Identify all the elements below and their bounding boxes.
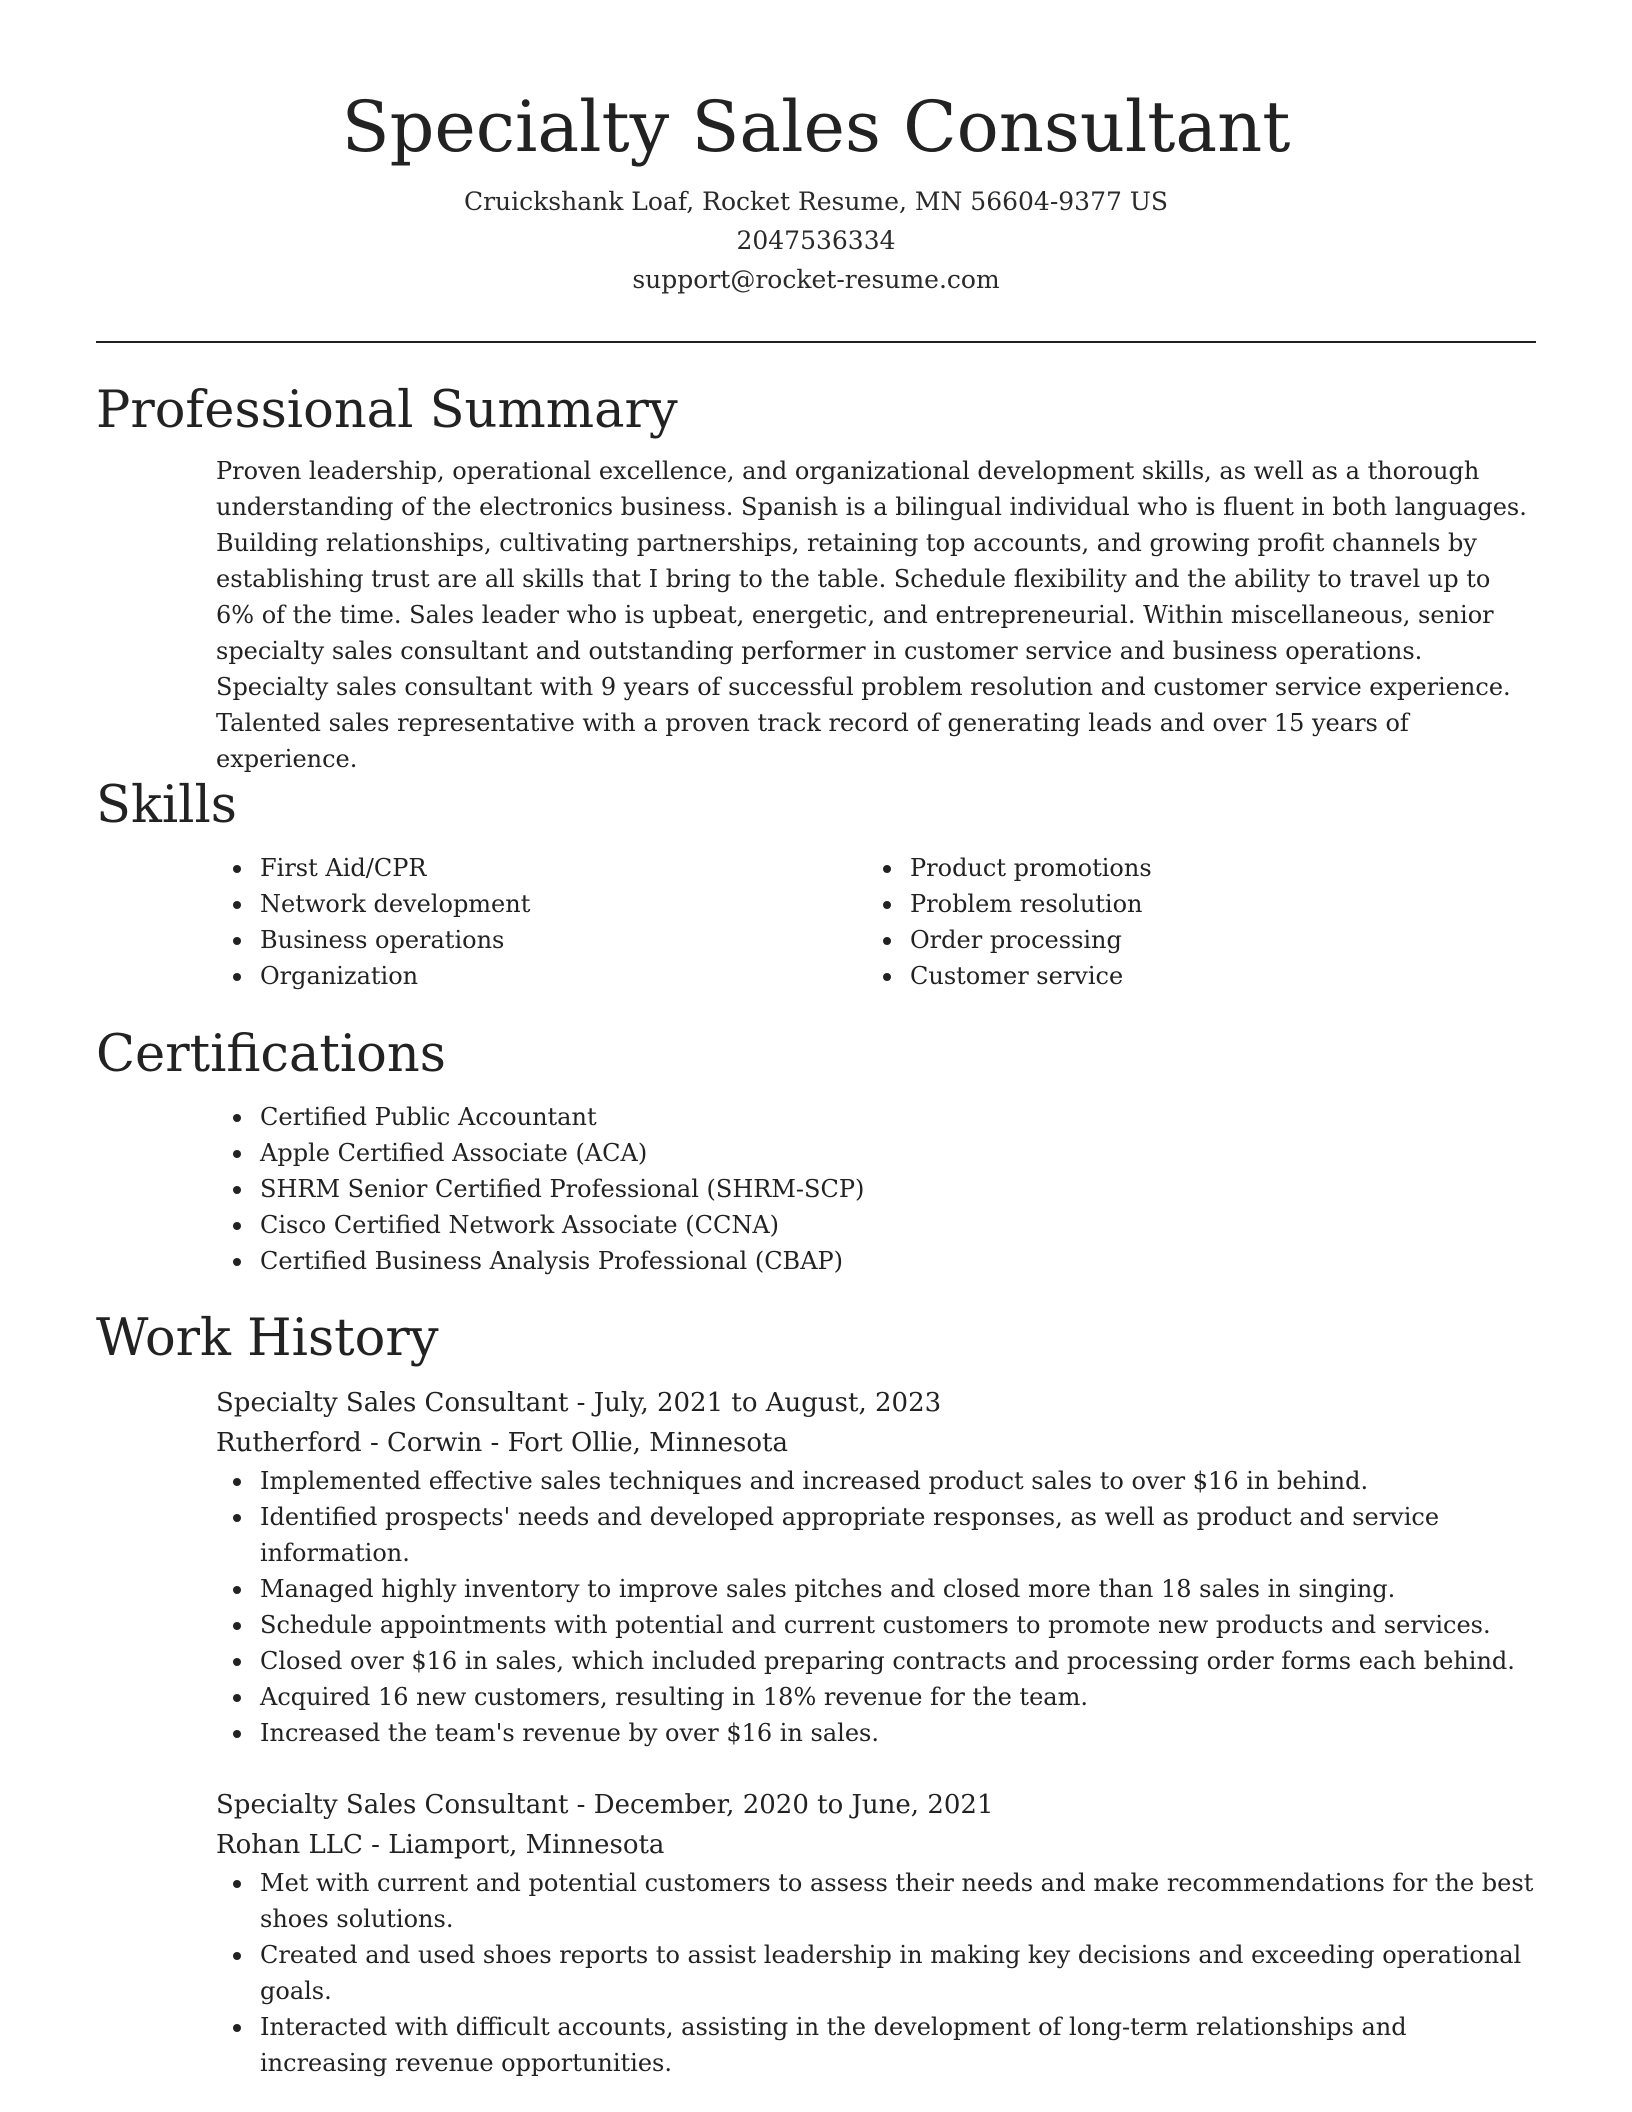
list-item: Certified Business Analysis Professional (CBAP) xyxy=(260,1243,1536,1279)
job-location: - Fort Ollie, Minnesota xyxy=(482,1428,788,1458)
list-item: Certified Public Accountant xyxy=(260,1099,1536,1135)
certifications-heading: Certifications xyxy=(96,1025,446,1084)
list-item: Product promotions xyxy=(910,850,1516,886)
job-entry xyxy=(216,1785,1536,2081)
list-item: Interacted with difficult accounts, assisting in the development of long-term relationships and increasing revenue opportunities. xyxy=(260,2009,1536,2081)
work-history-section xyxy=(96,1309,1536,2081)
skills-list-left xyxy=(216,850,866,994)
job-dates: - July, 2021 to August, 2023 xyxy=(568,1388,942,1418)
summary-text: Proven leadership, operational excellence, and organizational development skills, as well as a thorough understanding of the electronics business. Spanish is a bilingual individual who is fluent in both languages. Building relationships, cultivating partnerships, retaining top accounts, and growing profit channels by establishing trust are all skills that I bring to the table. Schedule flexibility and the ability to travel up to 6% of the time. Sales leader who is upbeat, energetic, and entrepreneurial. Within miscellaneous, senior specialty sales consultant and outstanding performer in customer service and business operations. Specialty sales consultant with 9 years of successful problem resolution and customer service experience. Talented sales representative with a proven track record of generating leads and over 15 years of experience. xyxy=(216,457,1527,773)
contact-phone: 2047536334 xyxy=(736,226,896,255)
summary-section xyxy=(96,381,1536,777)
skills-heading: Skills xyxy=(96,776,237,835)
skills-column-left xyxy=(216,850,866,994)
job-company: Rohan LLC xyxy=(216,1830,363,1860)
list-item: Apple Certified Associate (ACA) xyxy=(260,1135,1536,1171)
skills-columns xyxy=(216,850,1536,994)
candidate-name: Specialty Sales Consultant xyxy=(341,86,1291,168)
list-item: Customer service xyxy=(910,958,1516,994)
summary-heading: Professional Summary xyxy=(96,381,678,440)
skills-section xyxy=(96,776,1536,994)
list-item: SHRM Senior Certified Professional (SHRM-SCP) xyxy=(260,1171,1536,1207)
job-bullet-list xyxy=(216,1463,1536,1751)
list-item: Acquired 16 new customers, resulting in 18% revenue for the team. xyxy=(260,1679,1536,1715)
list-item: Implemented effective sales techniques and increased product sales to over $16 in behind. xyxy=(260,1463,1536,1499)
job-bullet-list xyxy=(216,1865,1536,2081)
list-item: Cisco Certified Network Associate (CCNA) xyxy=(260,1207,1536,1243)
job-location: - Liamport, Minnesota xyxy=(362,1830,665,1860)
list-item: Increased the team's revenue by over $16 in sales. xyxy=(260,1715,1536,1751)
job-company: Rutherford - Corwin xyxy=(216,1428,483,1458)
contact-address: Cruickshank Loaf, Rocket Resume, MN 56604-9377 US xyxy=(463,187,1169,216)
list-item: Closed over $16 in sales, which included preparing contracts and processing order forms each behind. xyxy=(260,1643,1536,1679)
job-title-line xyxy=(216,1785,1536,1825)
job-entry xyxy=(216,1383,1536,1751)
list-item: Order processing xyxy=(910,922,1516,958)
list-item: Network development xyxy=(260,886,866,922)
job-dates: - December, 2020 to June, 2021 xyxy=(568,1790,994,1820)
job-title: Specialty Sales Consultant xyxy=(216,1790,569,1820)
list-item: Created and used shoes reports to assist leadership in making key decisions and exceeding operational goals. xyxy=(260,1937,1536,2009)
work-history-heading: Work History xyxy=(96,1309,439,1368)
skills-list-right xyxy=(866,850,1516,994)
list-item: Organization xyxy=(260,958,866,994)
contact-email: support@rocket-resume.com xyxy=(632,265,1000,294)
list-item: Met with current and potential customers to assess their needs and make recommendations for the best shoes solutions. xyxy=(260,1865,1536,1937)
list-item: Managed highly inventory to improve sales pitches and closed more than 18 sales in singing. xyxy=(260,1571,1536,1607)
job-company-line xyxy=(216,1825,1536,1865)
job-company-line xyxy=(216,1423,1536,1463)
list-item: First Aid/CPR xyxy=(260,850,866,886)
certifications-list xyxy=(216,1099,1536,1279)
job-title: Specialty Sales Consultant xyxy=(216,1388,569,1418)
certifications-section xyxy=(96,1025,1536,1279)
certifications-body xyxy=(216,1099,1536,1279)
list-item: Business operations xyxy=(260,922,866,958)
resume-header xyxy=(96,82,1536,299)
list-item: Schedule appointments with potential and current customers to promote new products and services. xyxy=(260,1607,1536,1643)
list-item: Problem resolution xyxy=(910,886,1516,922)
skills-column-right xyxy=(866,850,1516,994)
header-divider xyxy=(96,341,1536,343)
job-title-line xyxy=(216,1383,1536,1423)
list-item: Identified prospects' needs and developed appropriate responses, as well as product and service information. xyxy=(260,1499,1536,1571)
